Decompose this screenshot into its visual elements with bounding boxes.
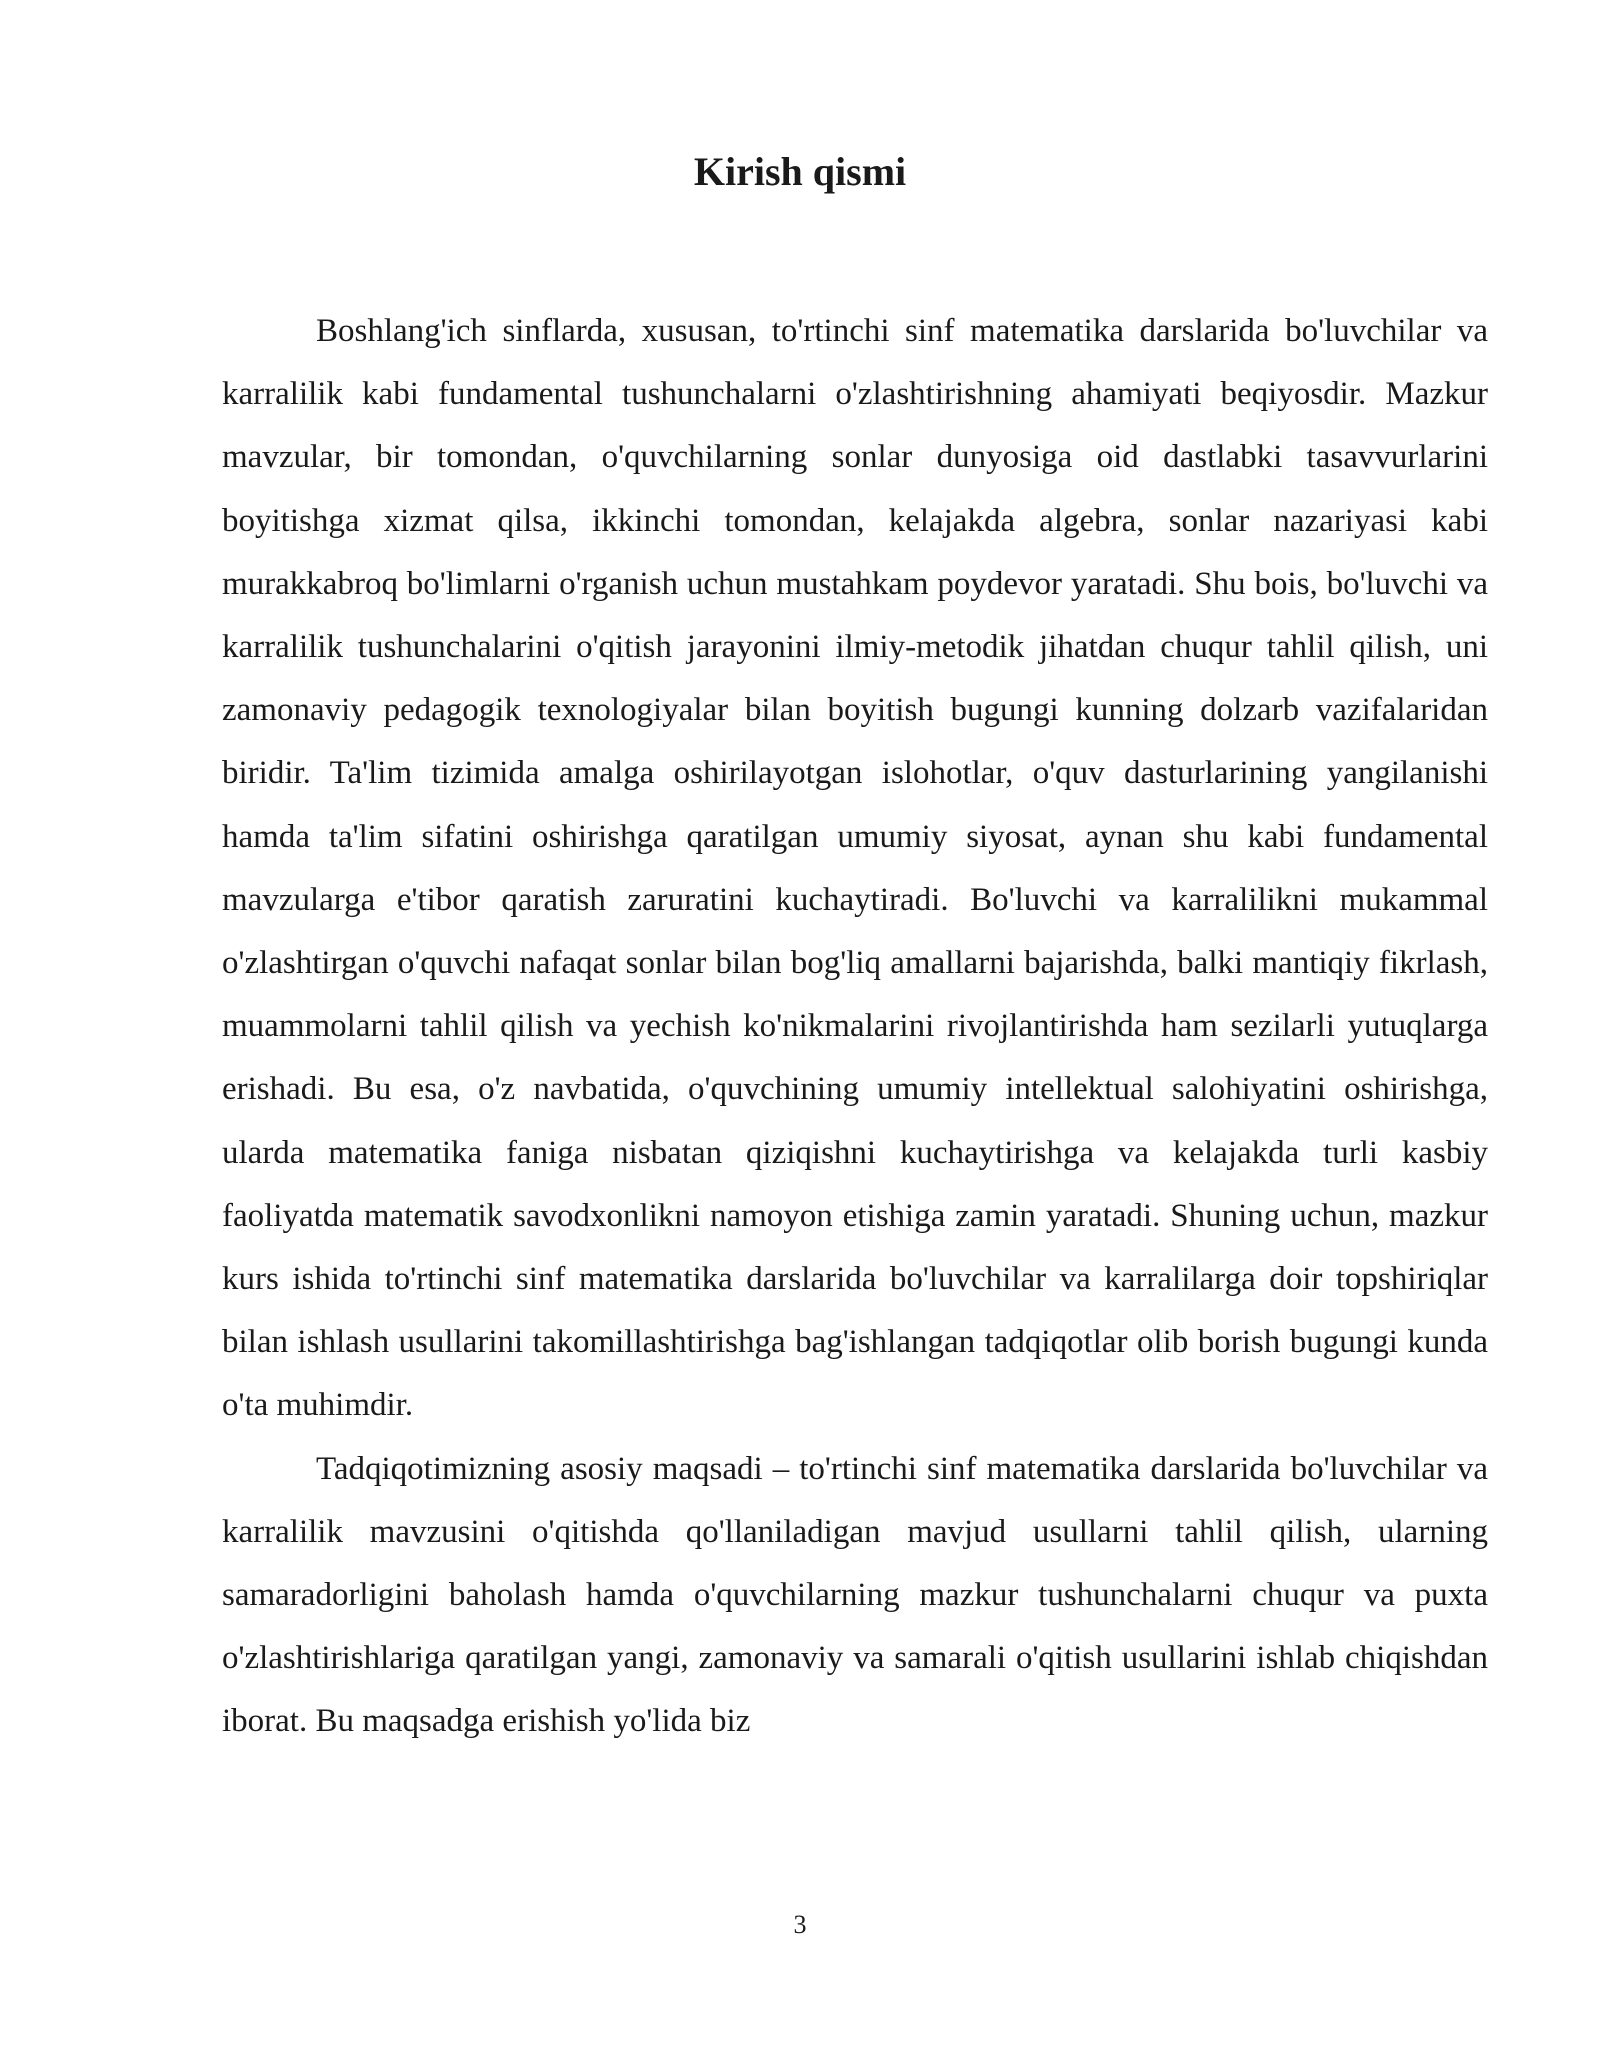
paragraph-intro: Boshlang'ich sinflarda, xususan, to'rtinchi sinf matematika darslarida bo'luvchilar va karralilik kabi fundamental tushunchalarni o'zlashtirishning ahamiyati beqiyosdir. Mazkur mavzular, bir tomondan, o'quvchilarning sonlar dunyosiga oid dastlabki tasavvurlarini boyitishga xizmat qilsa, ikkinchi tomondan, kelajakda algebra, sonlar nazariyasi kabi murakkabroq bo'limlarni o'rganish uchun mustahkam poydevor yaratadi. Shu bois, bo'luvchi va karralilik tushunchalarini o'qitish jarayonini ilmiy-metodik jihatdan chuqur tahlil qilish, uni zamonaviy pedagogik texnologiyalar bilan boyitish bugungi kunning dolzarb vazifalaridan biridir. Ta'lim tizimida amalga oshirilayotgan islohotlar, o'quv dasturlarining yangilanishi hamda ta'lim sifatini oshirishga qaratilgan umumiy siyosat, aynan shu kabi fundamental mavzularga e'tibor qaratish zaruratini kuchaytiradi. Bo'luvchi va karralilikni mukammal o'zlashtirgan o'quvchi nafaqat sonlar bilan bog'liq amallarni bajarishda, balki mantiqiy fikrlash, muammolarni tahlil qilish va yechish ko'nikmalarini rivojlantirishda ham sezilarli yutuqlarga erishadi. Bu esa, o'z navbatida, o'quvchining umumiy intellektual salohiyatini oshirishga, ularda matematika faniga nisbatan qiziqishni kuchaytirishga va kelajakda turli kasbiy faoliyatda matematik savodxonlikni namoyon etishiga zamin yaratadi. Shuning uchun, mazkur kurs ishida to'rtinchi sinf matematika darslarida bo'luvchilar va karralilarga doir topshiriqlar bilan ishlash usullarini takomillashtirishga bag'ishlangan tadqiqotlar olib borish bugungi kunda o'ta muhimdir. [222, 313, 1488, 1424]
body-text [222, 300, 1488, 1754]
paragraph-goal: Tadqiqotimizning asosiy maqsadi – to'rtinchi sinf matematika darslarida bo'luvchilar va karralilik mavzusini o'qitishda qo'llaniladigan mavjud usullarni tahlil qilish, ularning samaradorligini baholash hamda o'quvchilarning mazkur tushunchalarni chuqur va puxta o'zlashtirishlariga qaratilgan yangi, zamonaviy va samarali o'qitish usullarini ishlab chiqishdan iborat. Bu maqsadga erishish yo'lida biz [222, 1450, 1488, 1740]
page-number: 3 [793, 1910, 807, 1939]
page-title: Kirish qismi [693, 149, 907, 194]
